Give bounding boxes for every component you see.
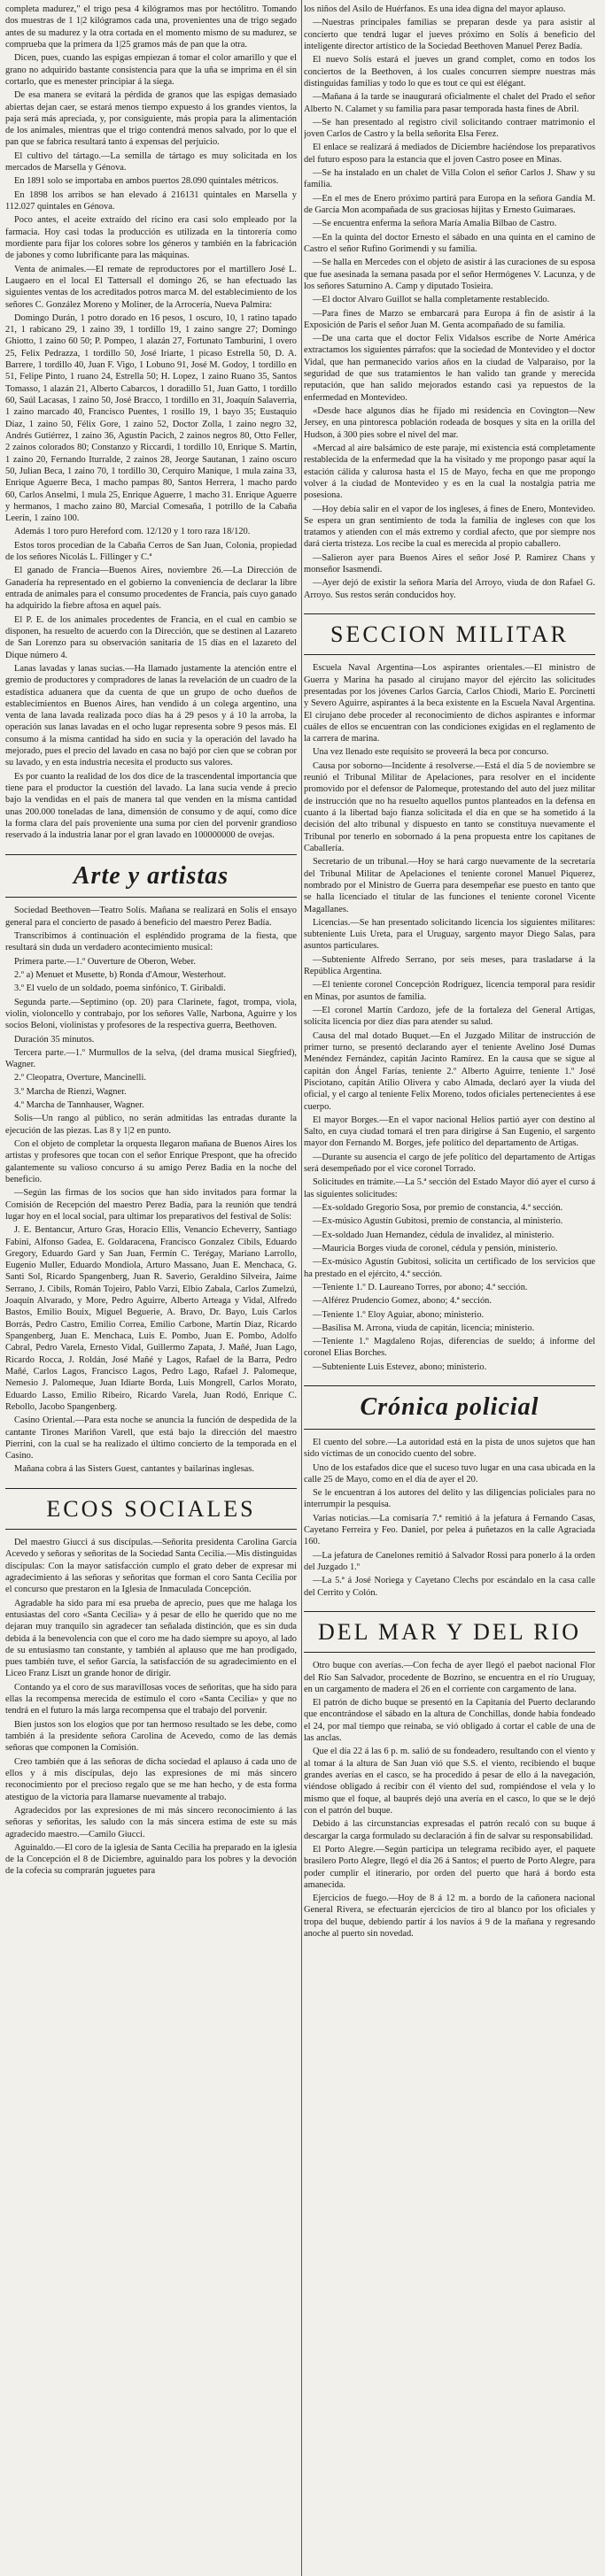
paragraph: —Para fines de Marzo se embarcará para Europa á fin de asistir á la Exposición de París el señor Juan M. Genta acompañado de su familia. xyxy=(304,308,595,330)
paragraph: —Nuestras principales familias se preparan desde ya para asistir al concierto que tendrá lugar el jueves próximo en Solís á beneficio del inteligente director artístico de la Sociedad Beethoven Manuel Perez Badía. xyxy=(304,18,595,51)
paragraph: —El doctor Alvaro Guillot se halla completamente restablecido. xyxy=(313,295,550,305)
paragraph: Con el objeto de completar la orquesta llegaron mañana de Buenos Aires los artistas y profesores que tocan con el señor Enrique Prespont, que ha ofrecido galantemente su valioso concurso á su amigo Perez Badia en la noche del beneficio. xyxy=(5,1139,297,1184)
paragraph: El ganado de Francia—Buenos Aires, noviembre 26.—La Dirección de Ganadería ha representado en el gobierno la conveniencia de declarar la libre entrada de animales para el consumo procedentes de Francia, país cuyo ganado ha adquirido la fiebre aftosa en aquel país. xyxy=(5,566,297,612)
paragraph: 2.º Cleopatra, Overture, Mancinelli. xyxy=(14,1073,146,1084)
paragraph: Contando ya el coro de sus maravillosas voces de señoritas, que ha sido para ellas la recompensa merecida de estímulo el coro «Santa Cecilia» y que no tendrá en el futuro la más larga recompensa que el trabajo del porvenir. xyxy=(5,1682,297,1716)
paragraph: «Mercad al aire balsámico de este paraje, mi existencia está completamente restablecida de la enfermedad que la ha visitado y me propongo pasar aquí la estación cálida y calurosa hasta el 15 de Mayo, fecha en que me propongo volver á la ciudad de Montevideo y es en la cual la nostalgia patria me posesiona. xyxy=(304,443,595,501)
paragraph: —El coronel Martín Cardozo, jefe de la fortaleza del General Artigas, solicita licencia por diez días para atender su salud. xyxy=(304,1006,595,1028)
paragraph: Otro buque con averías.—Con fecha de ayer llegó el paebot nacional Flor del Río San Salvador, procedente de Bozrino, se encuentra en el río Uruguay, en un cargamento de madera el 26 en el corriente con cargamento de lana. xyxy=(304,1661,595,1694)
paragraph: —En el mes de Enero próximo partirá para Europa en la señora Gandía M. de García Mon acompañada de sus graciosas hijitas y Ernesto Guimaraes. xyxy=(304,193,595,215)
paragraph: En 1891 solo se importaba en ambos puertos 28.090 quintales métricos. xyxy=(14,176,279,187)
section-title: Crónica policial xyxy=(360,1393,539,1422)
paragraph: Es por cuanto la realidad de los dos dice de la trascendental importancia que tiene para el productor la cuestión del lavado. La lana sucia vende á precio bajo la vendidas en el país de manera tal que venden en la misma cantidad unas 200.000 toneladas de lana, dimensión de consumo y de aquí, como dice la forma clara del país proveniente una suma por cien del porvenir grandioso reservado á la industria lanar por el gran lavado en 100000000 de ovejas. xyxy=(5,771,297,841)
paragraph: El Porto Alegre.—Según participa un telegrama recibido ayer, el paquete brasilero Porto Alegre, llegó el día 26 á Santos; el puerto de Porto Alegre, para poder cumplir el itinerario, por orden del puerto que hará á bordo esta amanecida. xyxy=(304,1844,595,1890)
paragraph: Solicitudes en trámite.—La 5.ª sección del Estado Mayor dió ayer el curso á las siguientes solicitudes: xyxy=(304,1177,595,1199)
paragraph: Agradecidos por las expresiones de mi más sincero reconocimiento á las señoras y señoritas, les saludo con la más sincera estima de este su más agradecido maestro.—Camilo Giucci. xyxy=(5,1805,297,1839)
paragraph: El mayor Borges.—En el vapor nacional Helios partió ayer con destino al Salto, en cuya ciudad tomará el tren para dirigirse á San Eugenio, el sargento mayor don Fernando M. Borges, jefe político del departamento de Artigas. xyxy=(304,1114,595,1149)
paragraph: Tercera parte.—1.º Murmullos de la selva, (del drama musical Siegfried), Wagner. xyxy=(5,1047,297,1070)
paragraph: Domingo Durán, 1 potro dorado en 16 pesos, 1 oscuro, 10, 1 ratino tapado 21, 1 rabicano 29, 1 zaino 39, 1 tordillo 19, 1 zaino sangre 27; Domingo Ghiotto, 1 zaino 60 50; P. Pompeo, 1 alazán 27, Fortunato Tamburini, 1 overo 25, Felix Pedrazza, 1 tordillo 50, José Iriarte, 1 picaso Estrella 50, D. A. Barrere, 1 tordillo 40, Juan F. Vigo, 1 Lobuno 91, José M. Godoy, 1 tordillo en 51, Felipe Pinto, 1 ruano 24, Estrella 50; H. Lopez, 1 zaino Ruano 35, Santos Tomasso, 1 alazán 21, Alberto Cabarcos, 1 doradillo 51, Juan Gatto, 1 tordillo 60, Saúl Lacasas, 1 zaino 50, José Bracco, 1 tordillo en 31, Joaquín Salaverria, 1 zaino marcado 40, Francisco Puentes, 1 rosillo 19, 1 bayo 35; Eustaquio Díaz, 1 zaino 50, Félix Gore, 1 zaino 52, Doctor Zolla, 1 zaino negro 32, Andrés Gutiérrez, 1 zaino 36, Agustín Pacich, 2 zainos negros 80, Otto Feller, 2 zainos colorados 80; Constanzo y Riccardi, 1 tordillo 10, Enrique S. Martin, 1 zaino 20, Fernando Iturralde, 2 zainos 28, Jeorge Sautanan, 1 zaino oscuro 50, Julian Beca, 1 zaino 70, 1 tordillo 30, Cerquiro Manique, 1 mula zaina 33, Enrique Aguerre Beca, 1 macho pampas 80, Santos Herrera, 1 macho pardo 60, Carlos Anselmi, 1 mula 25, Enrique Aguerre, 1 macho 31. Enrique Aguerre y hermanos, 1 macho zaino 80, Marcial Comesaña, 1 potrillo de la Cabaña Leerín, 1 zaino 100. xyxy=(5,312,297,524)
paragraph: Lanas lavadas y lanas sucias.—Ha llamado justamente la atención entre el gremio de productores y compradores de lanas la revelación de un cuadro de la estadística aduanera que da cuenta de que un grupo de ocho dueños de establecimientos en Buenos Aires, han vendido á un colega argentino, una venta de lana lavada realizada poco días ha á 29 pesos y á 10 la arroba, la operación sus lanas lavadas en el ocho lugar representa sobre 9 pesos más. El consumo á la misma cantidad ha sido en sucia y la operación del lavado ha mejorado, pues el precio del lavado en casa no bajó por cien que se cobran por su lavado, y en esta industria necesita el producto sus valores. xyxy=(5,663,297,768)
paragraph: El cuento del sobre.—La autoridad está en la pista de unos sujetos que han sido víctimas de un conocido cuento del sobre. xyxy=(304,1437,595,1460)
paragraph: Creo también que á las señoras de dicha sociedad el aplauso á cada uno de ellos y á mis discípulas, dejo las expresiones de mi más sincero reconocimiento por el precioso regalo que se me han hecho, y de esta forma atestiguo de la victoria para llamarse nuevamente al trabajo. xyxy=(5,1756,297,1802)
paragraph: —Subteniente Luis Estevez, abono; ministerio. xyxy=(313,1361,487,1372)
paragraph: —Teniente 1.º Eloy Aguiar, abono; ministerio. xyxy=(313,1309,485,1320)
section-title: SECCION MILITAR xyxy=(330,621,569,647)
section-title: Arte y artistas xyxy=(73,861,229,890)
paragraph: Una vez llenado este requisito se proveerá la beca por concurso. xyxy=(313,747,549,758)
paragraph: —Mañana á la tarde se inaugurará oficialmente el chalet del Prado el señor Alberto N. Calamet y su familia para pasar temporada hasta fines de Abril. xyxy=(304,92,595,114)
paragraph: —Basilisa M. Arrona, viuda de capitán, licencia; ministerio. xyxy=(313,1323,535,1333)
paragraph: —Subteniente Alfredo Serrano, por seis meses, para trasladarse á la República Argentina. xyxy=(304,954,595,977)
paragraph: —Ex-músico Agustín Gubitosi, solicita un certificado de los servicios que ha prestado en el ejército, 4.ª sección. xyxy=(304,1257,595,1279)
paragraph: —Se han presentado al registro civil solicitando contraer matrimonio el joven Carlos de Castro y la bella señorita Elsa Ferez. xyxy=(304,117,595,140)
paragraph: El patrón de dicho buque se presentó en la Capitanía del Puerto declarando que encontrándose el sábado en la altura de Conchillas, donde había fondeado el 24, por mal tiempo que reinaba, se vió obligado á cortar el cable de una de las anclas. xyxy=(304,1698,595,1744)
paragraph: Dicen, pues, cuando las espigas empiezan á tomar el color amarillo y que el grano no adquirido bastante consistencia para que la uña se imprima en él sin cortarlo, que es menester principiar á la siega. xyxy=(5,53,297,87)
section-header-mar-rio xyxy=(304,1611,595,1653)
paragraph: De esa manera se evitará la pérdida de granos que las espigas demasiado abiertas dejan caer, se estará menos tiempo expuesto á los grandes vientos, la paja será más apreciada, y, por consiguiente, más propia para la alimentación de los animales, mientras que el trigo contendrá menos salvado, por lo que el pan que se fabrica resultará tanto á expensas del perjuicio. xyxy=(5,90,297,148)
paragraph: El P. E. de los animales procedentes de Francia, en el cual en cambio se disponen, ha resuelto de acuerdo con la Dirección, que se destinen al Lazareto de San Lorenzo para su observación sanitaria de 15 días en el lazareto del Dique número 4. xyxy=(5,614,297,660)
paragraph: Primera parte.—1.º Ouverture de Oberon, Weber. xyxy=(14,956,197,967)
paragraph: «Desde hace algunos días he fijado mi residencia en Covington—New Jersey, en una pintoresca población rodeada de bosques y sita en la orilla del Hudson, á 300 pies sobre el nivel del mar. xyxy=(304,406,595,440)
left-column xyxy=(5,4,297,2576)
paragraph: Se le encuentran á los autores del delito y las diligencias policiales para no interrumpir la pesquisa. xyxy=(304,1488,595,1510)
paragraph: Poco antes, el aceite extraído del ricino era casi solo empleado por la farmacia. Hoy casi todas la producción es utilizada en la tintorería como mordiente para fijar los colores sobre los géneros y también en la fabricación de jabones y como lubrificante para las máquinas. xyxy=(5,215,297,261)
paragraph: El cultivo del tártago.—La semilla de tártago es muy solicitada en los mercados de Marsella y Génova. xyxy=(5,150,297,174)
section-header-policial xyxy=(304,1385,595,1430)
paragraph: —Ex-soldado Gregorio Sosa, por premio de constancia, 4.ª sección. xyxy=(313,1203,563,1214)
paragraph: —Se halla en Mercedes con el objeto de asistir á las curaciones de su esposa que fue asesinada la semana pasada por el señor Hermógenes V. Lacunza, y de los señores Saturnino A. Camp y diputado Tosieira. xyxy=(304,258,595,291)
paragraph: los niños del Asilo de Huérfanos. Es una idea digna del mayor aplauso. xyxy=(304,4,566,14)
paragraph: —Teniente 1.º Magdaleno Rojas, diferencias de sueldo; á informe del coronel Elias Borches. xyxy=(304,1337,595,1359)
paragraph: Causa por soborno—Incidente á resolverse.—Está el día 5 de noviembre se reunió el Tribunal Militar de Apelaciones, para resolver en el incidente promovido por el defensor de Palomeque, protestando del auto del juez militar de instrucción que no ha resuelto aquellos puntos planteados en la defensa en cuanto á la libertad bajo fianza solicitada el día en que se ha sometido á la decisión del alto tribunal y dispuesto en tanto se constituya nuevamente el Tribunal por tenerlo en sobornado á la pena propuesta entre los capitanes de Caballería. xyxy=(304,760,595,853)
paragraph: —De una carta que el doctor Felix Vidalsos escribe de Norte América extractamos los siguientes párrafos: que la sociedad de Montevideo y el doctor Vidal, que han permanecido varios años en la ciudad de Valparaíso, por la seguridad de que sus tratamientos le han valido tan grande y merecida reputación, que han salido mejorados estando casi ya repuestos de la enfermedad en Montevideo. xyxy=(304,334,595,403)
paragraph: Bien justos son los elogios que por tan hermoso resultado se les debe, como también á la presidente señora Carolina de Acevedo, como de las demás señoras que componen la Comisión. xyxy=(5,1719,297,1754)
paragraph: —Se encuentra enferma la señora María Amalia Bilbao de Castro. xyxy=(313,219,557,229)
paragraph: —La jefatura de Canelones remitió á Salvador Rossi para ponerlo á la orden del Juzgado 1.º xyxy=(304,1550,595,1573)
paragraph: Casino Oriental.—Para esta noche se anuncia la función de despedida de la cantante Tirones Mariñon Varell, que está bajo la dirección del maestro Pierrini, con la cual se ha realizado el último concierto de la temporada en el Casino. xyxy=(5,1415,297,1462)
paragraph: —Se ha instalado en un chalet de Villa Colon el señor Carlos J. Shaw y su familia. xyxy=(304,168,595,190)
paragraph: Duración 35 minutos. xyxy=(14,1034,95,1045)
paragraph: J. E. Bentancur, Arturo Gras, Horacio Ellis, Venancio Echeverry, Santiago Fabini, Alfonso Gadea, E. Goldaracena, Francisco Gonzalez Cibils, Eduardo Gregory, Eduardo Gard y San Juan, Fermín C. Terégay, Mariano Larrollo, Eugenio Muller, Eduardo Mondiola, Arturo Massano, Juan E. Menchaca, G. Santi Sol, Ricardo Spangenberg, Juan R. Saverio, Geraldino Silveira, Jaime Serrano, J. Cibils, Román Tojeiro, Pablo Varzi, Elbio Zabala, Carlos Zumelzú, Joaquín Alvarado, y More, Pedro Aguirre, Alberto Arteaga y Vidal, Alfredo Bastos, Emilio Bouix, Miguel Beguerie, A. Bravo, Dr. Bayo, Luis Carlos Borrás, Pedro Castro, Emilio Correa, Emilio Carbone, Martín Diaz, Ricardo Spangenberg, Juan E. Menchaca, Luis E. Pombo, Juan E. Pombo, Adolfo Cabral, Pedro Varela, Ernesto Vidal, Guillermo Zapata, J. Mañé, Juan Lago, Ricardo Rocca, J. Roldán, José Mañé y Lagos, Rafael de la Barra, Pedro Mañé, Carlos Lagos, Francisco Lagos, Pedro Lago, Rafael J. Palomeque, Nemesio J. Palomeque, Juan Idiarte Borda, Luis Mongrell, Carlos Morato, Eduardo Lasso, Emilio Ribeiro, Ricardo Varela, Juan Rodó, Enrique C. Rebollo, Jacobo Spangenberg. xyxy=(5,1225,297,1412)
paragraph: —La 5.ª á José Noriega y Cayetano Clechs por escándalo en la casa calle del Cerrito y Colón. xyxy=(304,1576,595,1598)
paragraph: —En la quinta del doctor Ernesto el sábado en una quinta en el camino de Castro el señor Rufino Gorimendi y su familia. xyxy=(304,232,595,254)
section-header-ecos xyxy=(5,1488,297,1530)
paragraph: Aguinaldo.—El coro de la iglesia de Santa Cecilia ha preparado en la iglesia de la Concepción el 8 de Diciembre, aguinaldo para los pobres y la devoción de la cofecia su comprarán juguetes para xyxy=(5,1842,297,1877)
paragraph: Además 1 toro puro Hereford com. 12/120 y 1 toro raza 18/120. xyxy=(14,527,251,537)
section-header-arte xyxy=(5,854,297,899)
paragraph: —Salieron ayer para Buenos Aires el señor José P. Ramirez Chans y monseñor Isasmendi. xyxy=(304,552,595,575)
paragraph: —El teniente coronel Concepción Rodríguez, licencia temporal para residir en Minas, por asuntos de familia. xyxy=(304,980,595,1002)
paragraph: Sociedad Beethoven—Teatro Solís. Mañana se realizará en Solís el ensayo general para el concierto de pasado á beneficio del maestro Perez Badía. xyxy=(5,906,297,928)
paragraph: Escuela Naval Argentina—Los aspirantes orientales.—El ministro de Guerra y Marina ha pasado al cirujano mayor del ejército las solicitudes presentadas por los jóvenes Carlos García, Carlos Chiodi, Mario E. Porcinetti y Severo Aguirre, aspirantes á la beca existente en la Escuela Naval Argentina. El cirujano debe proceder al reconocimiento de dichos aspirantes e informar cuáles de ellos se encuentran con las condiciones exigidas en el reglamento de la carrera de marina. xyxy=(304,663,595,744)
paragraph: Ejercicios de fuego.—Hoy de 8 á 12 m. a bordo de la cañonera nacional General Rivera, se efectuarán ejercicios de tiro al blanco por los oficiales y tropa del buque, debiendo partir á los navíos á 9 de la mañana y regresando anoche al puerto sin novedad. xyxy=(304,1893,595,1940)
paragraph: —Ex-soldado Juan Hernandez, cédula de invalidez, al ministerio. xyxy=(313,1230,555,1240)
paragraph: —Ayer dejó de existir la señora María del Arroyo, viuda de don Rafael G. Arroyo. Sus restos serán conducidos hoy. xyxy=(304,578,595,600)
paragraph: Debido á las circunstancias expresadas el patrón recaló con su buque á descargar la carga formulado su declaración á fin de salvar su responsabilidad. xyxy=(304,1819,595,1841)
paragraph: Solis—Un rango al público, no serán admitidas las entradas durante la ejecución de las piezas. Las 8 y 1|2 en punto. xyxy=(5,1114,297,1136)
paragraph: Secretario de un tribunal.—Hoy se hará cargo nuevamente de la secretaría del Tribunal Militar de Apelaciones el teniente coronel Manuel Piquerez, nombrado por el Ministro de Guerra para desempeñar ese puesto en tanto que se halla licenciado el titular de las funciones el teniente coronel Vicente Magallanes. xyxy=(304,857,595,914)
paragraph: —Según las firmas de los socios que han sido invitados para formar la Comisión de Recepción del maestro Perez Badía, para la reunión que tendrá lugar hoy en el local social, para ultimar los preparativos del festival de Solís: xyxy=(5,1188,297,1222)
paragraph: Agradable ha sido para mí esa prueba de aprecio, pues que me halaga los entusiastas del coro «Santa Cecilia» y á pesar de ello he querido que no me dejaran muy tranquilo sin agradecer tan señalada distinción, que es sin duda debida á la benevolencia con que el coro me ha dado siempre su apoyo, al lado de su entusiasmo tan constante, y también al aplauso que me han prodigado, pues también tuve, el señor García, la satisfacción de su agradecimiento en el Liceo Franz Liszt un grande honor de dirigir. xyxy=(5,1598,297,1679)
right-column xyxy=(304,4,595,2576)
paragraph: Transcribimos á continuación el espléndido programa de la fiesta, que resultará sin duda un verdadero acontecimiento musical: xyxy=(5,931,297,953)
paragraph: —Mauricia Borges viuda de coronel, cédula y pensión, ministerio. xyxy=(313,1243,558,1253)
paragraph: Segunda parte.—Septimino (op. 20) para Clarinete, fagot, trompa, viola, violin, violoncello y contrabajo, por los señores Valle, Narbona, Aguirre y los socios Beloni, violinistas y profesores de la respectiva guerra, Beethoven. xyxy=(5,997,297,1031)
paragraph: Estos toros procedían de la Cabaña Cerros de San Juan, Colonia, propiedad de los señores Nicolás L. Fillinger y C.ª xyxy=(5,540,297,563)
paragraph: Causa del mal dotado Buquet.—En el Juzgado Militar de instrucción de primer turno, se presentó declarando ayer el teniente Avelino José Dumas Menéndez Fernández, capitán Jacinto Ramírez. En la causa que se sigue al capitán don Ángel Farías, teniente 2.º Alberto Aguirre, teniente 1.º José Pisciotano, capitán Atilio Olivera y cabo Almada, declaró ayer la viuda del oficial, y el cargo al teniente Felix Moreno, todos oficiales pertenecientes á ese cuerpo. xyxy=(304,1030,595,1112)
paragraph: —Durante su ausencia el cargo de jefe político del departamento de Artigas será desempeñado por el vice coronel Torrado. xyxy=(304,1152,595,1175)
paragraph: Mañana cobra á las Sisters Guest, cantantes y bailarinas inglesas. xyxy=(14,1464,254,1475)
paragraph: Del maestro Giucci á sus discípulas.—Señorita presidenta Carolina García Acevedo y señoras y señoritas de la Sociedad Santa Cecilia.—Mis distinguidas discípulas: Con la mayor satisfacción cumplo el grato deber de expresar mi agradecimiento á las señoras y señoritas que forman el coro Santa Cecilia por el concurso que prestaron en la Iglesia de Inmaculada Concepción. xyxy=(5,1538,297,1595)
paragraph: —Alférez Prudencio Gomez, abono; 4.ª sección. xyxy=(313,1296,492,1307)
paragraph: completa madurez," el trigo pesa 4 kilógramos mas por hectólitro. Tomando dos muestras de 1 1|2 kilógramos cada una, provenientes una de trigo segado antes de su madurez y la otra cortada en el momento mismo de su madurez, se comprueba que la primera da 1|25 gramos más de pan que la otra. xyxy=(5,4,297,50)
paragraph: Uno de los estafados dice que el suceso tuvo lugar en una casa ubicada en la calle 25 de Mayo, como en el día de ayer el 20. xyxy=(304,1462,595,1485)
section-header-militar xyxy=(304,613,595,655)
paragraph: Licencias.—Se han presentado solicitando licencia los siguientes militares: subteniente Luis Ureta, para el Uruguay, sargento mayor Diego Salas, para asuntos particulares. xyxy=(304,917,595,952)
paragraph: Venta de animales.—El remate de reproductores por el martillero José L. Laugaero en el local El Tattersall el domingo 26, se han efectuado las siguientes ventas de los acreditados potros marca M. del establecimiento de los señores C. González Moreno y Moliner, de la Arrocería, Nueva Palmira: xyxy=(5,264,297,310)
paragraph: 3.º Marcha de Rienzi, Wagner. xyxy=(14,1086,127,1097)
paragraph: Que el día 22 á las 6 p. m. salió de su fondeadero, resultando con el viento y al tomar á la altura de San Juan vió que S.S. el viento, recibiendo el buque grandes averías en el casco, se ha procedido á pesar de ello á la navegación, viéndose obligado á recibir con él viento del sud, rompiéndose el vela y lo mismo que el foque, al bauprés dejó una avería en el casco, lo que se le dejó con el patrón del buque. xyxy=(304,1747,595,1816)
paragraph: 2.º a) Menuet et Musette, b) Ronda d'Amour, Westerhout. xyxy=(14,969,227,980)
paragraph: 3.º El vuelo de un soldado, poema sinfónico, T. Giribaldi. xyxy=(14,983,226,994)
paragraph: Varias noticias.—La comisaría 7.ª remitió á la jefatura á Fernando Casas, Cayetano Ferreira y Feo. Daniel, por pelea á puñetazos en la calle Agraciada 160. xyxy=(304,1513,595,1547)
paragraph: —Teniente 1.º D. Laureano Torres, por abono; 4.ª sección. xyxy=(313,1282,528,1292)
paragraph: El nuevo Solís estará el jueves un grand complet, como en todos los conciertos de la Beethoven, á los cuales concurren siempre nuestras más distinguidas familias y todo lo que es tout ce qui est élégant. xyxy=(304,55,595,89)
paragraph: El enlace se realizará á mediados de Diciembre haciéndose los preparativos del futuro esposo para la estancia que el joven Castro posee en Minas. xyxy=(304,143,595,165)
paragraph: En 1898 los arribos se han elevado á 216131 quintales en Marsella y 112.027 quintales en Génova. xyxy=(5,189,297,212)
paragraph: —Ex-músico Agustín Gubitosi, premio de constancia, al ministerio. xyxy=(313,1216,563,1227)
column-divider xyxy=(301,0,302,2576)
paragraph: 4.º Marcha de Tannhauser, Wagner. xyxy=(14,1100,144,1111)
paragraph: —Hoy debía salir en el vapor de los ingleses, á fines de Enero, Montevideo. Se espera un gran sentimiento de toda la familia de ingleses con que los tratamos y atienden con el más extremo y cordial afecto, que por siempre nos dará cierta tristeza. Los recibe la cual es merecida al propio caballero. xyxy=(304,504,595,550)
section-title: ECOS SOCIALES xyxy=(46,1495,256,1522)
section-title: DEL MAR Y DEL RIO xyxy=(317,1618,581,1645)
